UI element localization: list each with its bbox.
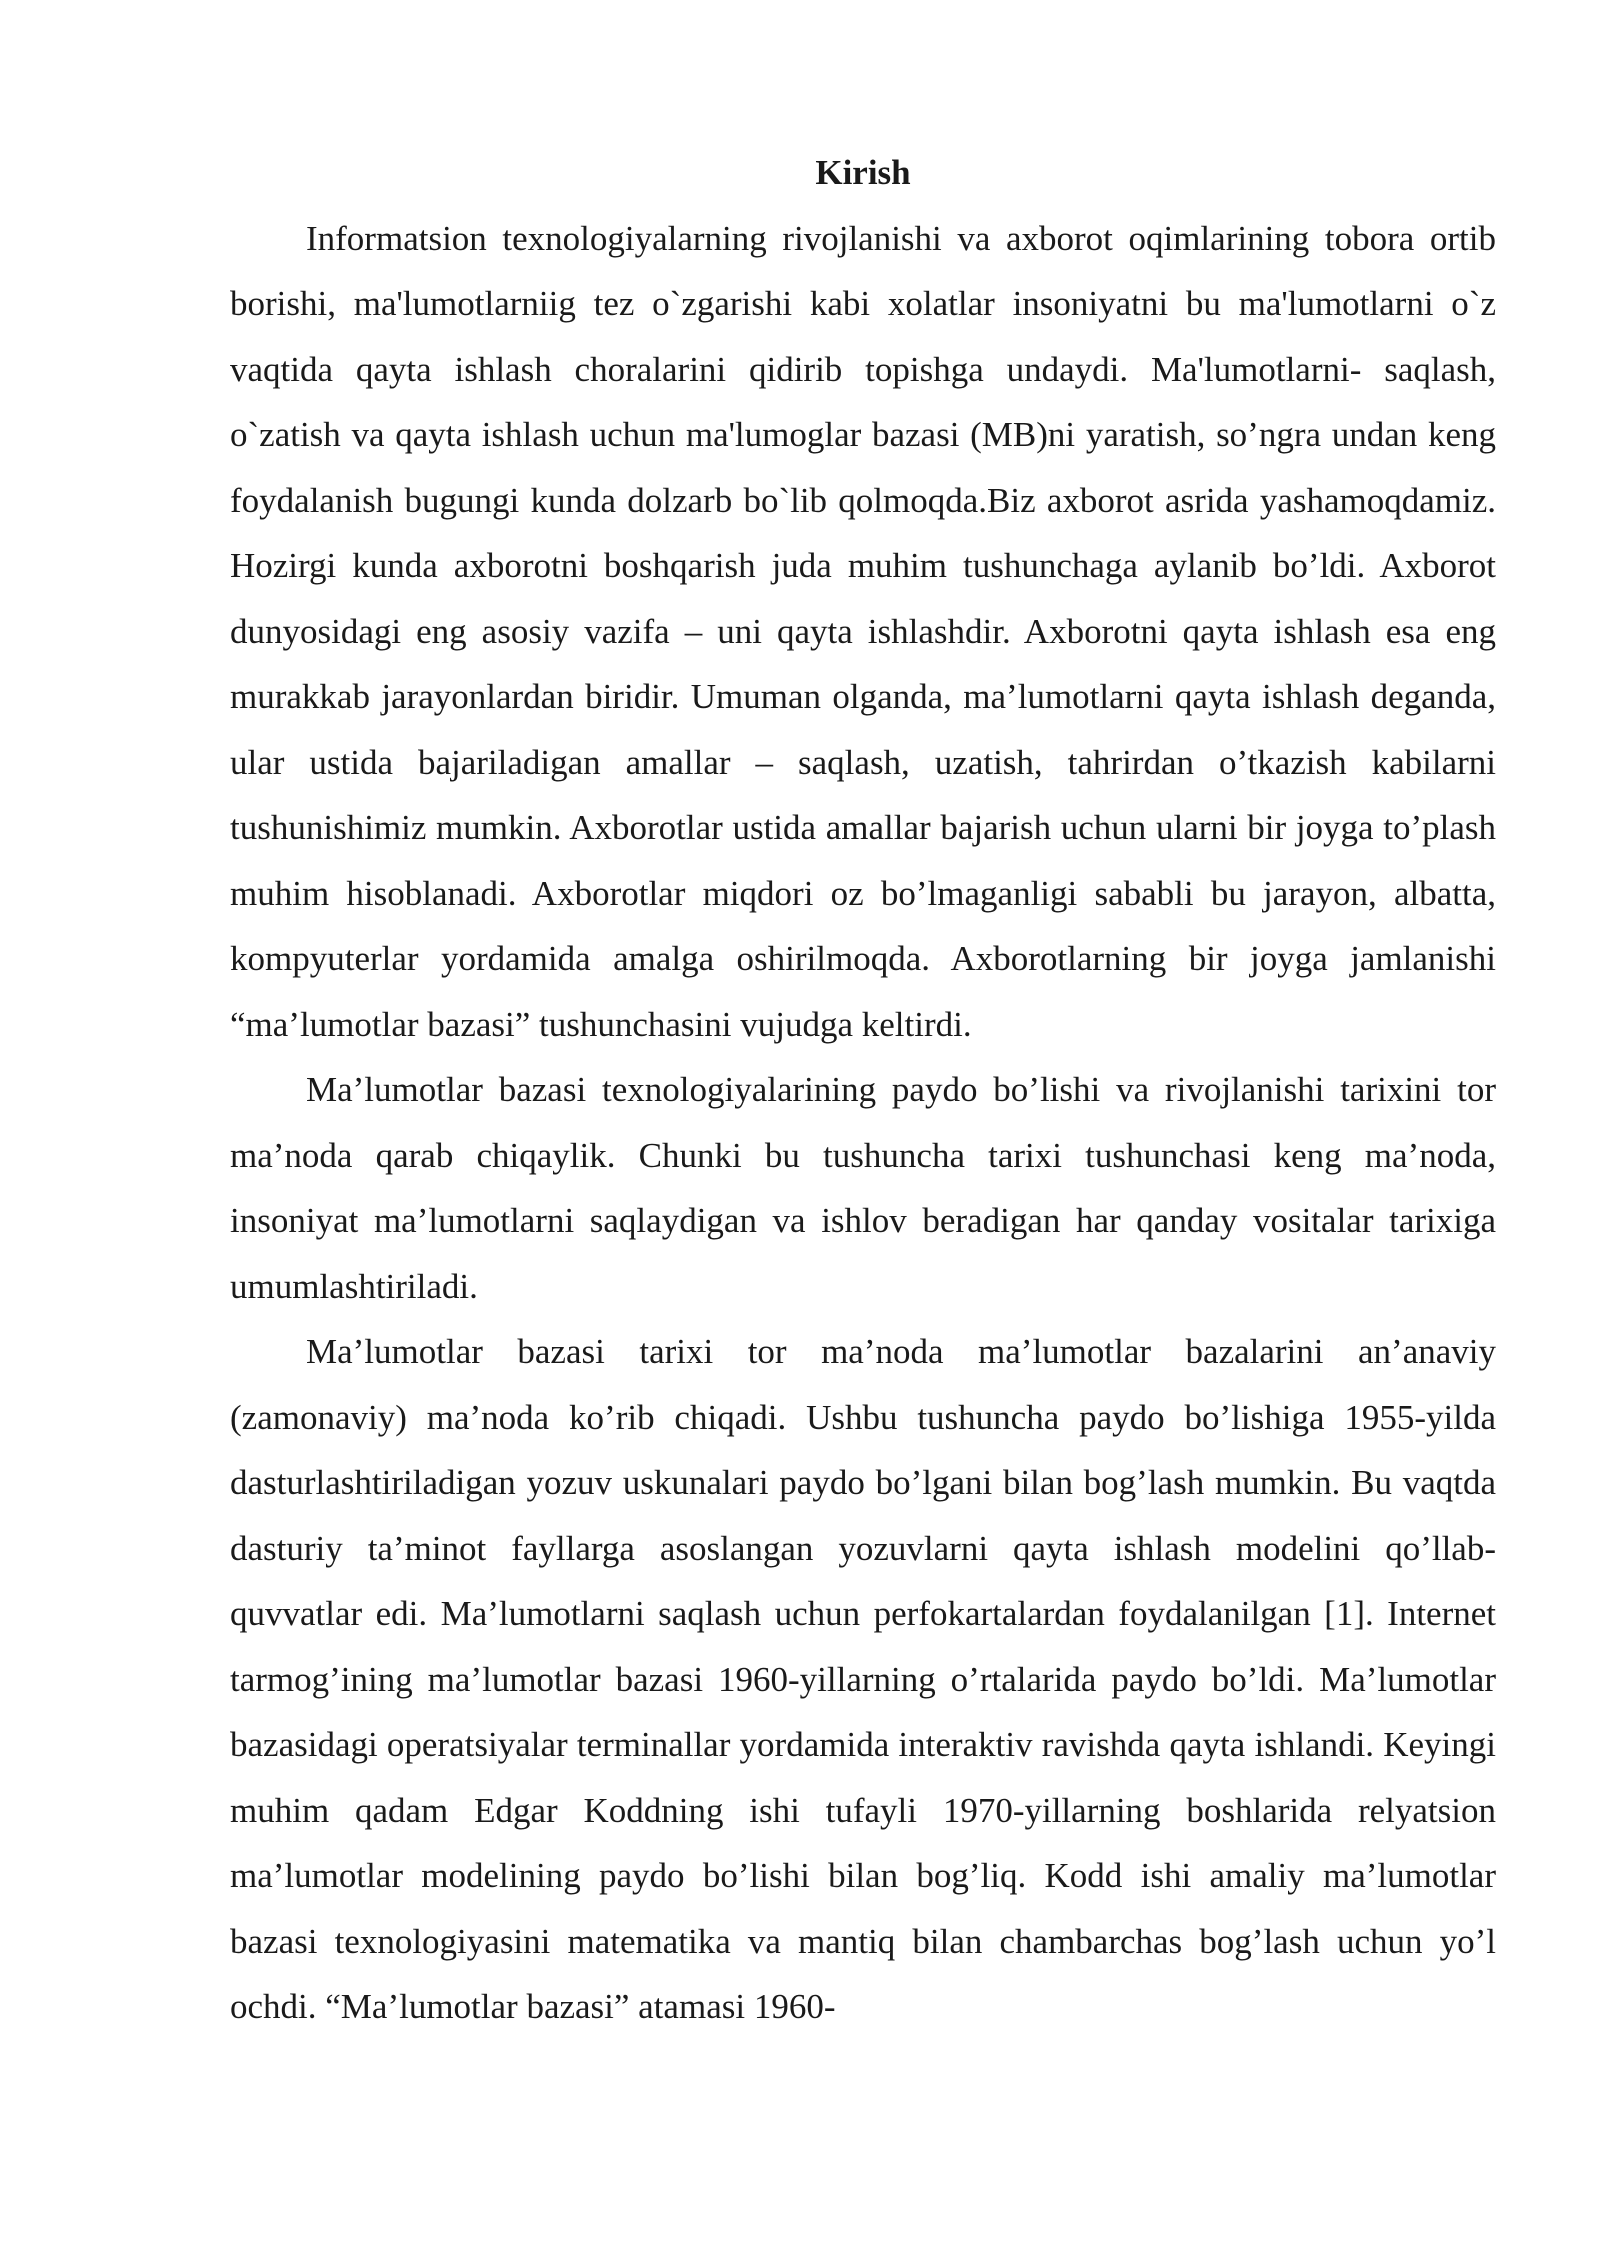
paragraph-intro: Informatsion texnologiyalarning rivojlanishi va axborot oqimlarining tobora ortib borishi, ma'lumotlarniig tez o`zgarishi kabi xolatlar insoniyatni bu ma'lumotlarni o`z vaqtida qayta ishlash choralarini qidirib topishga undaydi. Ma'lumotlarni- saqlash, o`zatish va qayta ishlash uchun ma'lumoglar bazasi (MB)ni yaratish, so’ngra undan keng foydalanish bugungi kunda dolzarb bo`lib qolmoqda.Biz axborot asrida yashamoqdamiz. Hozirgi kunda axborotni boshqarish juda muhim tushunchaga aylanib bo’ldi. Axborot dunyosidagi eng asosiy vazifa – uni qayta ishlashdir. Axborotni qayta ishlash esa eng murakkab jarayonlardan biridir. Umuman olganda, ma’lumotlarni qayta ishlash deganda, ular ustida bajariladigan amallar – saqlash, uzatish, tahrirdan o’tkazish kabilarni tushunishimiz mumkin. Axborotlar ustida amallar bajarish uchun ularni bir joyga to’plash muhim hisoblanadi. Axborotlar miqdori oz bo’lmaganligi sababli bu jarayon, albatta, kompyuterlar yordamida amalga oshirilmoqda. Axborotlarning bir joyga jamlanishi “ma’lumotlar bazasi” tushunchasini vujudga keltirdi. bbox=[230, 218, 1496, 1044]
paragraph-history-detail: Ma’lumotlar bazasi tarixi tor ma’noda ma’lumotlar bazalarini an’anaviy (zamonaviy) ma’noda ko’rib chiqadi. Ushbu tushuncha paydo bo’lishiga 1955-yilda dasturlashtiriladigan yozuv uskunalari paydo bo’lgani bilan bog’lash mumkin. Bu vaqtda dasturiy ta’minot fayllarga asoslangan yozuvlarni qayta ishlash modelini qo’llab-quvvatlar edi. Ma’lumotlarni saqlash uchun perfokartalardan foydalanilgan [1]. Internet tarmog’ining ma’lumotlar bazasi 1960-yillarning o’rtalarida paydo bo’ldi. Ma’lumotlar bazasidagi operatsiyalar terminallar yordamida interaktiv ravishda qayta ishlandi. Keyingi muhim qadam Edgar Koddning ishi tufayli 1970-yillarning boshlarida relyatsion ma’lumotlar modelining paydo bo’lishi bilan bog’liq. Kodd ishi amaliy ma’lumotlar bazasi texnologiyasini matematika va mantiq bilan chambarchas bog’lash uchun yo’l ochdi. “Ma’lumotlar bazasi” atamasi 1960- bbox=[230, 1332, 1496, 2026]
document-page bbox=[230, 140, 1496, 2040]
page-title: Kirish bbox=[815, 153, 911, 192]
paragraph-history-scope: Ma’lumotlar bazasi texnologiyalarining paydo bo’lishi va rivojlanishi tarixini tor ma’noda qarab chiqaylik. Chunki bu tushuncha tarixi tushunchasi keng ma’noda, insoniyat ma’lumotlarni saqlaydigan va ishlov beradigan har qanday vositalar tarixiga umumlashtiriladi. bbox=[230, 1070, 1496, 1306]
